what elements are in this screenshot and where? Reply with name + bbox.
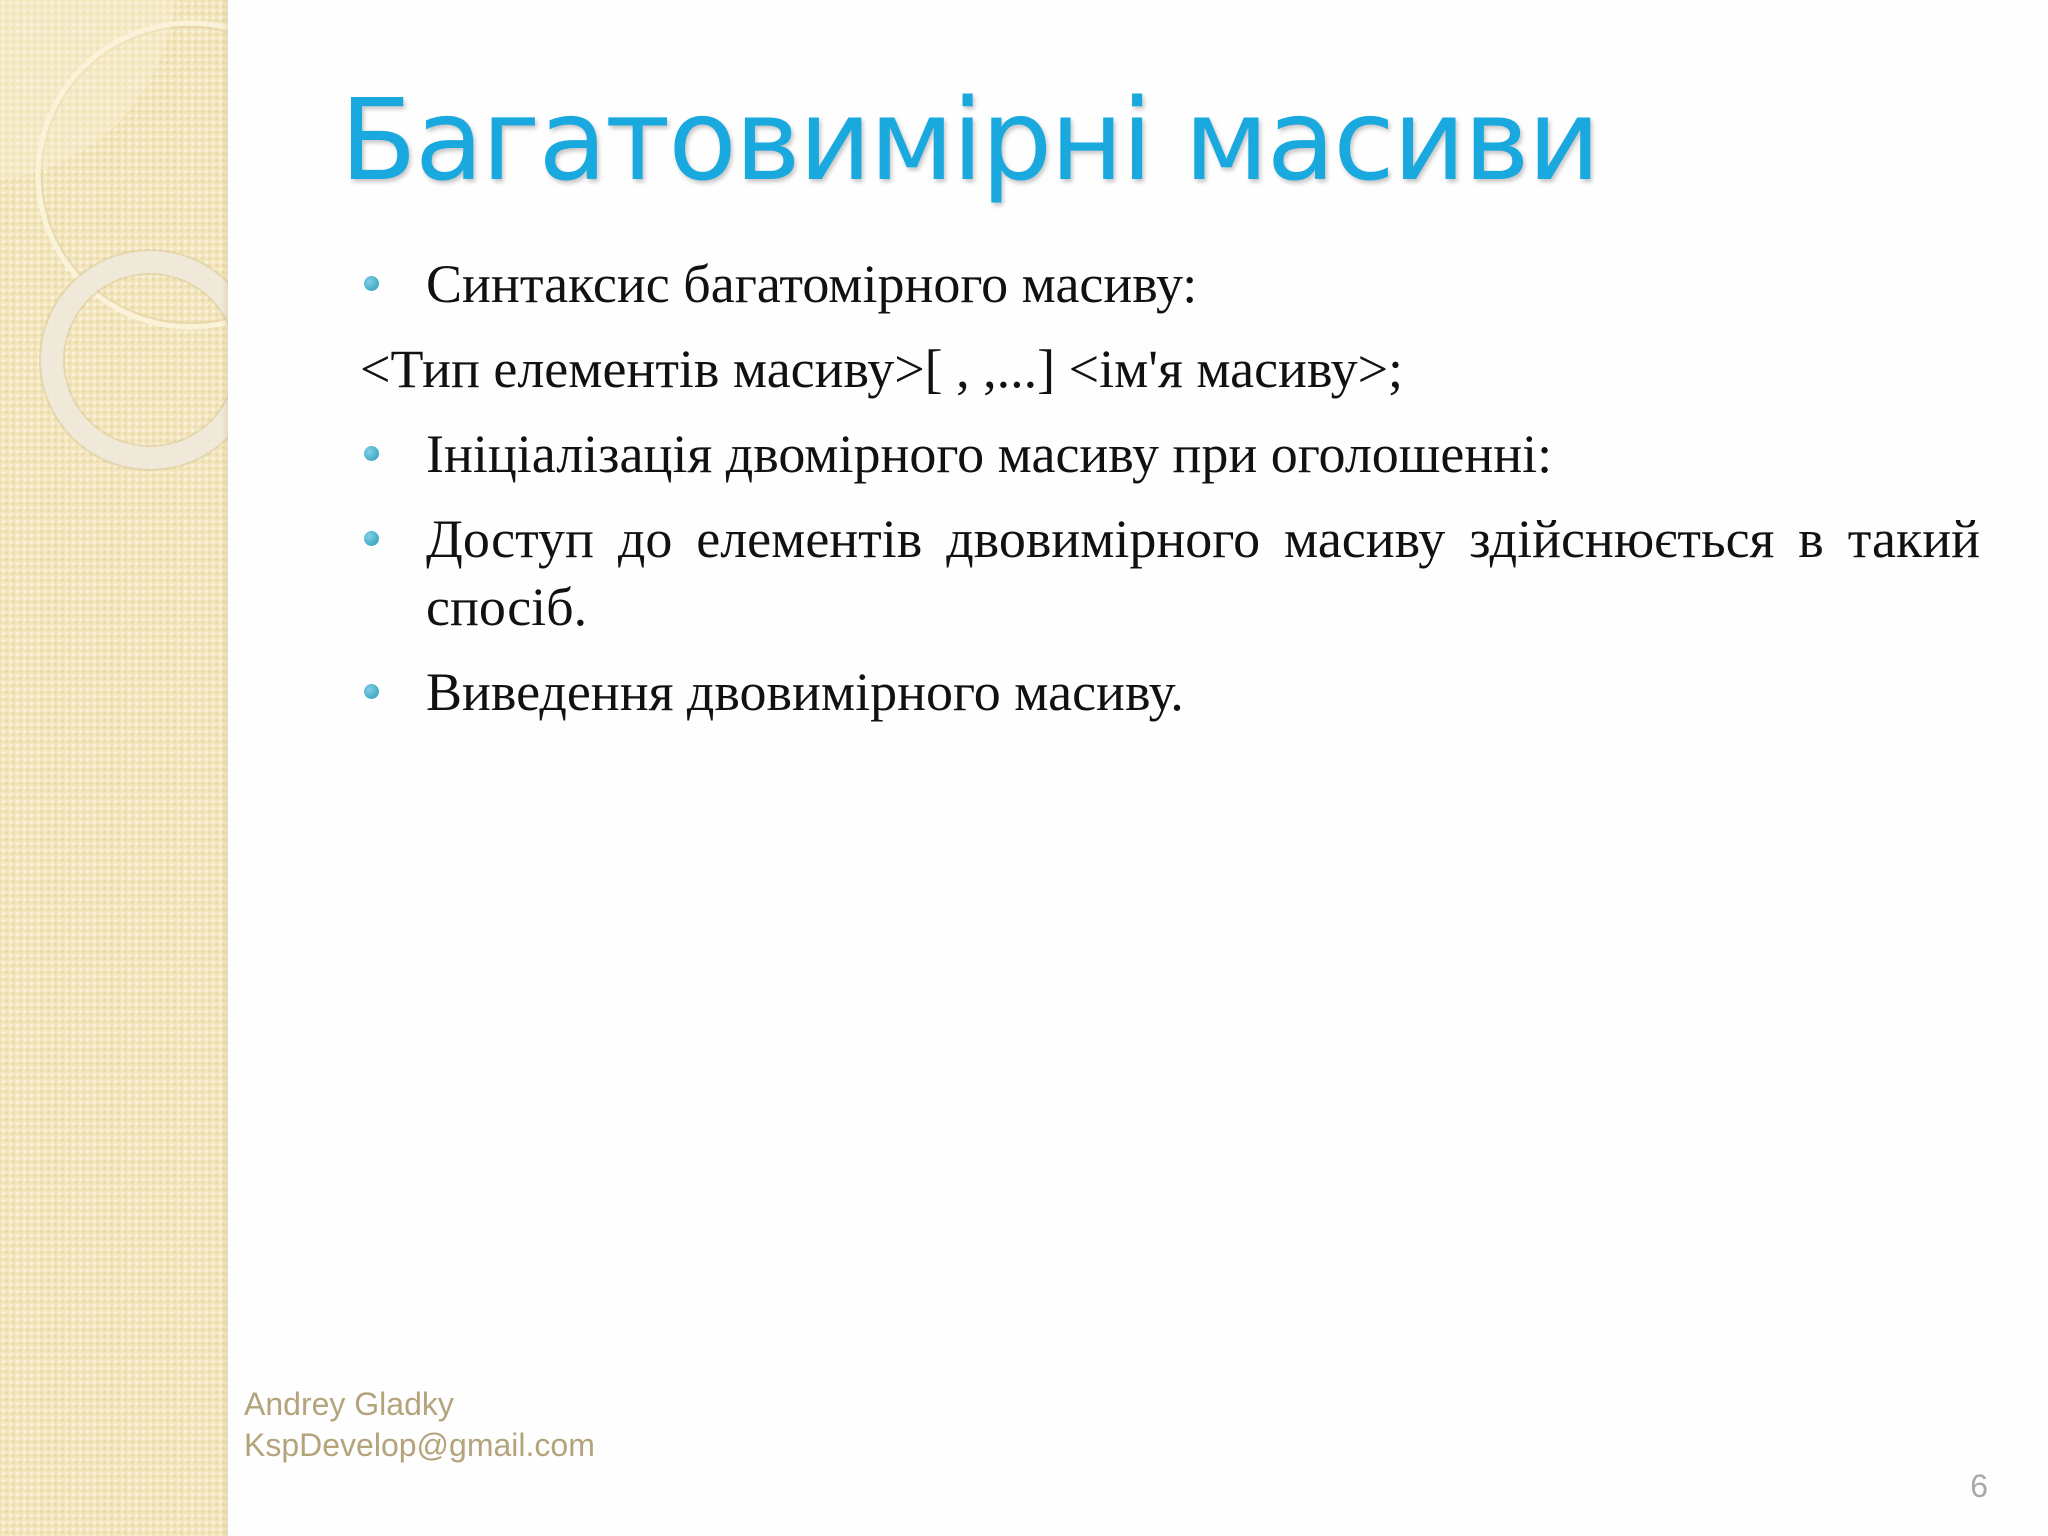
bullet-text: Ініціалізація двомірного масиву при оголошенні: [426, 424, 1553, 484]
page-number: 6 [1970, 1468, 1988, 1504]
bullet-text: Синтаксис багатомірного масиву: [426, 254, 1198, 314]
bullet-item-syntax [360, 250, 1980, 318]
footer-author-block [244, 1384, 604, 1466]
bullet-text: Виведення двовимірного масиву. [426, 662, 1184, 722]
decorative-circles-icon [0, 0, 228, 520]
slide-body [360, 250, 1980, 743]
slide-title: Багатовимірні масиви [340, 76, 1599, 206]
bullet-item-output [360, 658, 1980, 726]
bullet-dot-icon [364, 684, 379, 699]
bullet-dot-icon [364, 531, 379, 546]
bullet-text: Доступ до елементів двовимірного масиву здійснюється в такий спосіб. [426, 509, 1980, 637]
footer-author-name: Andrey Gladky [244, 1386, 454, 1422]
syntax-code-line: <Тип елементів масиву>[ , ,...] <ім'я масиву>; [360, 339, 1404, 399]
decorative-side-panel [0, 0, 228, 1536]
footer-author-email: KspDevelop@gmail.com [244, 1427, 595, 1463]
bullet-item-access [360, 505, 1980, 641]
bullet-item-init [360, 420, 1980, 488]
bullet-dot-icon [364, 276, 379, 291]
bullet-dot-icon [364, 446, 379, 461]
